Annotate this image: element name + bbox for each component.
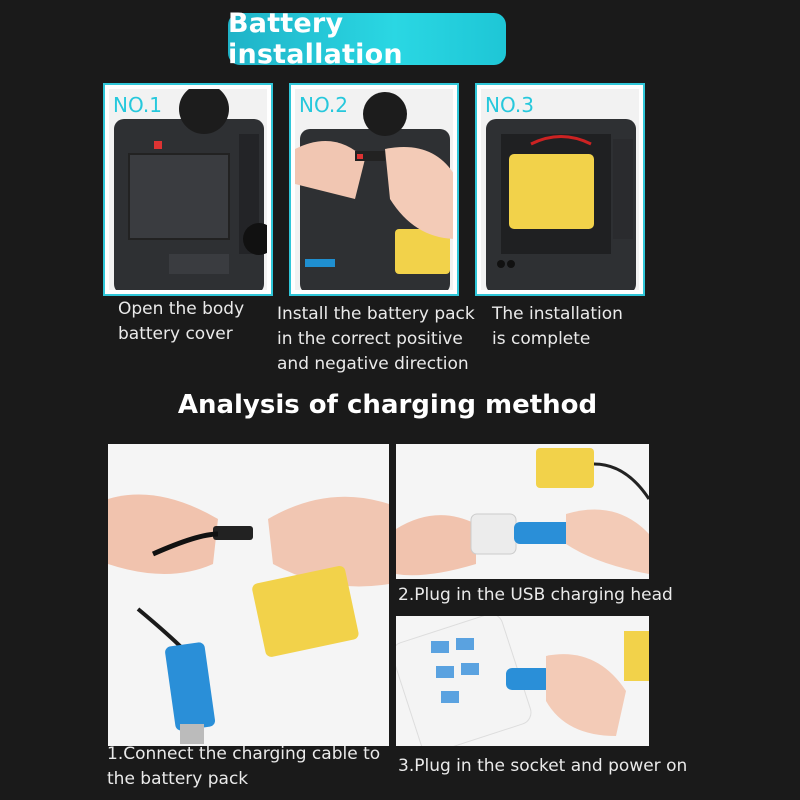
step-1-caption	[118, 297, 244, 347]
charging-photo-3	[396, 616, 649, 746]
step-1-frame	[103, 83, 273, 296]
charging-step-3-caption-line: 3.Plug in the socket and power on	[398, 756, 688, 776]
charging-step-1-caption-line: 1.Connect the charging cable to	[107, 744, 381, 764]
charging-photo-2	[396, 444, 649, 579]
step-1-caption-line: battery cover	[118, 324, 233, 344]
step-2-caption-line: Install the battery pack	[277, 304, 475, 324]
section-title-charging: Analysis of charging method	[177, 390, 598, 420]
step-3-caption	[492, 302, 623, 352]
step-3-caption-line: The installation	[492, 304, 623, 324]
step-1-photo	[109, 89, 267, 290]
step-2-frame	[289, 83, 459, 296]
step-2-caption-line: in the correct positive	[277, 329, 463, 349]
step-1-number: NO.1	[113, 93, 162, 117]
step-2-caption-line: and negative direction	[277, 354, 469, 374]
step-1-caption-line: Open the body	[118, 299, 245, 319]
charging-step-2-caption	[398, 583, 673, 608]
charging-step-1-caption-line: the battery pack	[107, 769, 249, 789]
step-3-number: NO.3	[485, 93, 534, 117]
step-3-photo	[481, 89, 639, 290]
charging-photo-1	[108, 444, 389, 746]
charging-step-3-caption	[398, 754, 687, 779]
step-3-caption-line: is complete	[492, 329, 591, 349]
charging-step-2-caption-line: 2.Plug in the USB charging head	[398, 585, 673, 605]
section-title-battery-installation: Battery installation	[228, 13, 506, 65]
step-2-caption	[277, 302, 475, 377]
charging-step-1-caption	[107, 742, 380, 792]
step-3-frame	[475, 83, 645, 296]
step-2-number: NO.2	[299, 93, 348, 117]
step-2-photo	[295, 89, 453, 290]
